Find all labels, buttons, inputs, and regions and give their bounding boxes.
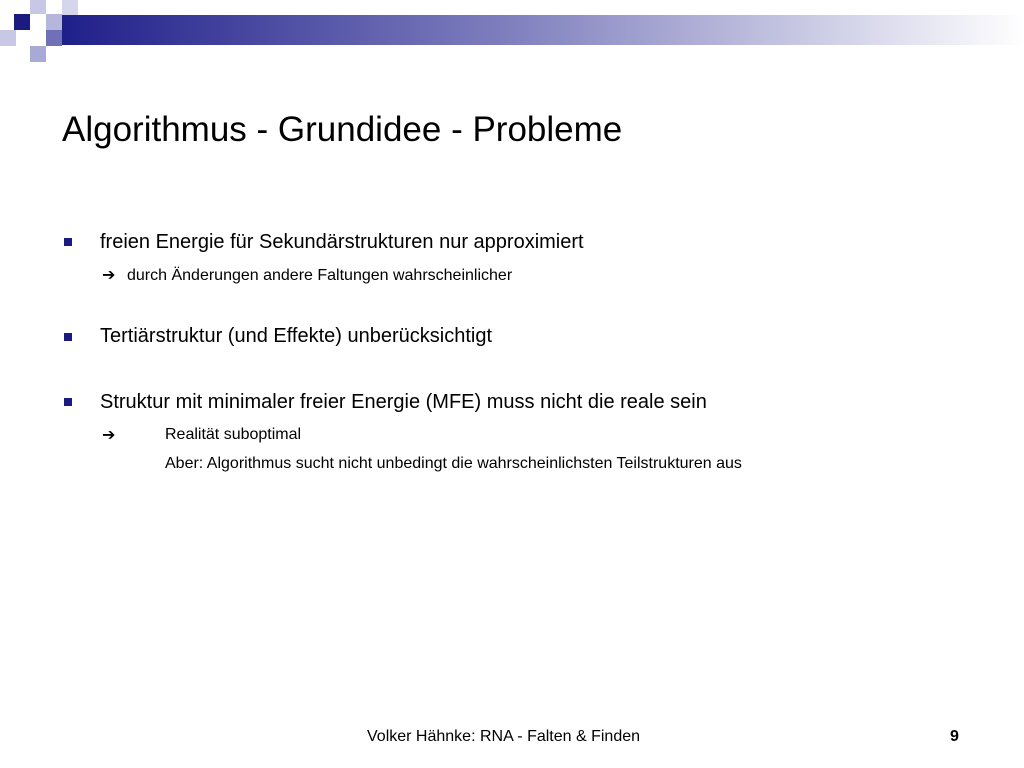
header-gradient-bar xyxy=(62,15,1024,45)
deco-square xyxy=(46,30,62,46)
bullet-square xyxy=(64,398,72,406)
footer-text: Volker Hähnke: RNA - Falten & Finden xyxy=(367,728,641,745)
bullet-square xyxy=(64,238,72,246)
sub-item-1: durch Änderungen andere Faltungen wahrscheinlicher xyxy=(127,267,513,284)
page-number: 9 xyxy=(950,728,959,745)
deco-square xyxy=(0,30,16,46)
deco-square xyxy=(30,0,46,14)
deco-square xyxy=(46,14,62,30)
header-decoration xyxy=(0,0,1024,62)
deco-square xyxy=(30,46,46,62)
right-arrow-icon: ➔ xyxy=(102,425,116,444)
sub-item-3b: Aber: Algorithmus sucht nicht unbedingt die wahrscheinlichsten Teilstrukturen aus xyxy=(165,455,742,472)
deco-square xyxy=(30,30,46,46)
bullet-item-2: Tertiärstruktur (und Effekte) unberücksichtigt xyxy=(100,325,493,347)
right-arrow-icon: ➔ xyxy=(102,265,116,284)
slide-title: Algorithmus - Grundidee - Probleme xyxy=(62,110,623,149)
bullet-item-3: Struktur mit minimaler freier Energie (MFE) muss nicht die reale sein xyxy=(100,391,707,413)
sub-item-3a: Realität suboptimal xyxy=(165,426,302,443)
deco-square xyxy=(62,0,78,15)
deco-square xyxy=(14,14,30,30)
bullet-item-1: freien Energie für Sekundärstrukturen nur approximiert xyxy=(100,231,584,253)
bullet-square xyxy=(64,333,72,341)
